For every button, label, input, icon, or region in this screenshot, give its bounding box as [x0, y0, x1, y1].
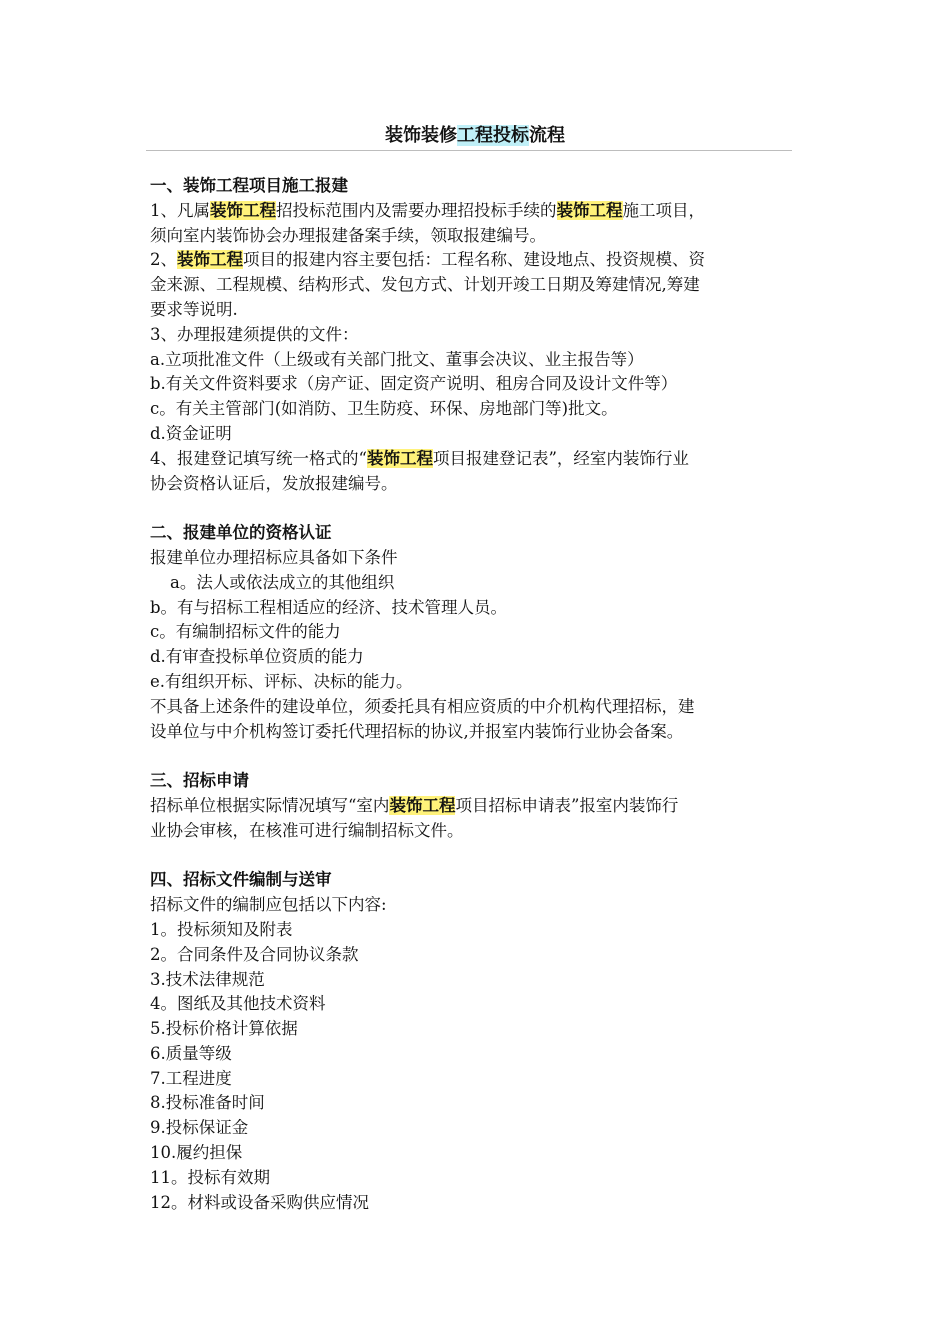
highlight-term: 装饰工程: [556, 200, 623, 220]
list-item: 9.投标保证金: [150, 1118, 249, 1138]
s1-paragraph-3: 3、办理报建须提供的文件：: [150, 324, 359, 344]
s1-paragraph-4-cont: 协会资格认证后，发放报建编号。: [150, 473, 398, 493]
s2-item-e: e.有组织开标、评标、决标的能力。: [150, 671, 413, 691]
s4-intro: 招标文件的编制应包括以下内容:: [150, 895, 387, 915]
spacer: [150, 744, 796, 769]
list-item: 7.工程进度: [150, 1068, 232, 1088]
list-item: 8.投标准备时间: [150, 1093, 265, 1113]
highlight-term: 装饰工程: [177, 250, 243, 270]
text-run: 项目的报建内容主要包括：工程名称、建设地点、投资规模、资: [243, 250, 705, 270]
list-item: 12。材料或设备采购供应情况: [150, 1192, 369, 1212]
list-item: 1。投标须知及附表: [150, 919, 293, 939]
text-run: 1、凡属: [150, 200, 210, 220]
list-item: 2。合同条件及合同协议条款: [150, 944, 359, 964]
highlight-term: 装饰工程: [366, 448, 433, 468]
s2-item-d: d.有审查投标单位资质的能力: [150, 647, 364, 667]
s2-item-a: a。法人或依法成立的其他组织: [170, 572, 395, 592]
s1-item-b: b.有关文件资料要求（房产证、固定资产说明、租房合同及设计文件等）: [150, 374, 678, 394]
text-run: 招标单位根据实际情况填写“室内: [150, 795, 390, 815]
s1-paragraph-2-cont2: 要求等说明.: [150, 299, 238, 319]
s1-item-c: c。有关主管部门(如消防、卫生防疫、环保、房地部门等)批文。: [150, 399, 618, 419]
s2-intro: 报建单位办理招标应具备如下条件: [150, 547, 398, 567]
document-body: [150, 174, 796, 1215]
text-run: 4、报建登记填写统一格式的“: [150, 448, 367, 468]
s2-note-cont: 设单位与中介机构签订委托代理招标的协议,并报室内装饰行业协会备案。: [150, 721, 684, 741]
title-part-1: 装饰装修: [385, 125, 457, 146]
text-run: 招投标范围内及需要办理招投标手续的: [276, 200, 557, 220]
s1-paragraph-1-cont: 须向室内装饰协会办理报建备案手续，领取报建编号。: [150, 225, 546, 245]
text-run: 2、: [150, 250, 177, 270]
highlight-term: 装饰工程: [210, 200, 276, 220]
title-divider: [146, 150, 792, 151]
s1-item-a: a.立项批准文件（上级或有关部门批文、董事会决议、业主报告等）: [150, 349, 644, 369]
list-item: 11。投标有效期: [150, 1167, 270, 1187]
spacer: [150, 496, 796, 521]
s2-item-b: b。有与招标工程相适应的经济、技术管理人员。: [150, 597, 508, 617]
list-item: 3.技术法律规范: [150, 969, 265, 989]
text-run: 项目招标申请表”报室内装饰行: [455, 795, 679, 815]
text-run: 项目报建登记表”，经室内装饰行业: [432, 448, 689, 468]
highlight-term: 装饰工程: [389, 795, 456, 815]
section-1-heading: 一、装饰工程项目施工报建: [150, 176, 348, 195]
spacer: [150, 844, 796, 869]
s2-note: 不具备上述条件的建设单位，须委托具有相应资质的中介机构代理招标，建: [150, 696, 695, 716]
page-title: [0, 124, 950, 148]
title-highlight: 工程投标: [457, 125, 529, 146]
s1-paragraph-2-cont: 金来源、工程规模、结构形式、发包方式、计划开竣工日期及筹建情况,筹建: [150, 275, 700, 295]
s1-paragraph-4: [150, 447, 796, 472]
section-2-heading: 二、报建单位的资格认证: [150, 523, 332, 543]
s3-paragraph: [150, 794, 796, 819]
section-4-heading: 四、招标文件编制与送审: [150, 870, 332, 890]
list-item: 10.履约担保: [150, 1143, 243, 1163]
s1-item-d: d.资金证明: [150, 423, 232, 443]
s2-item-c: c。有编制招标文件的能力: [150, 622, 341, 642]
title-part-3: 流程: [529, 125, 565, 146]
list-item: 6.质量等级: [150, 1043, 232, 1063]
s3-paragraph-cont: 业协会审核，在核准可进行编制招标文件。: [150, 820, 464, 840]
list-item: 4。图纸及其他技术资料: [150, 994, 326, 1014]
text-run: 施工项目，: [622, 200, 705, 220]
s1-paragraph-1: [150, 199, 796, 224]
section-3-heading: 三、招标申请: [150, 771, 249, 791]
s1-paragraph-2: [150, 248, 796, 273]
list-item: 5.投标价格计算依据: [150, 1019, 298, 1039]
